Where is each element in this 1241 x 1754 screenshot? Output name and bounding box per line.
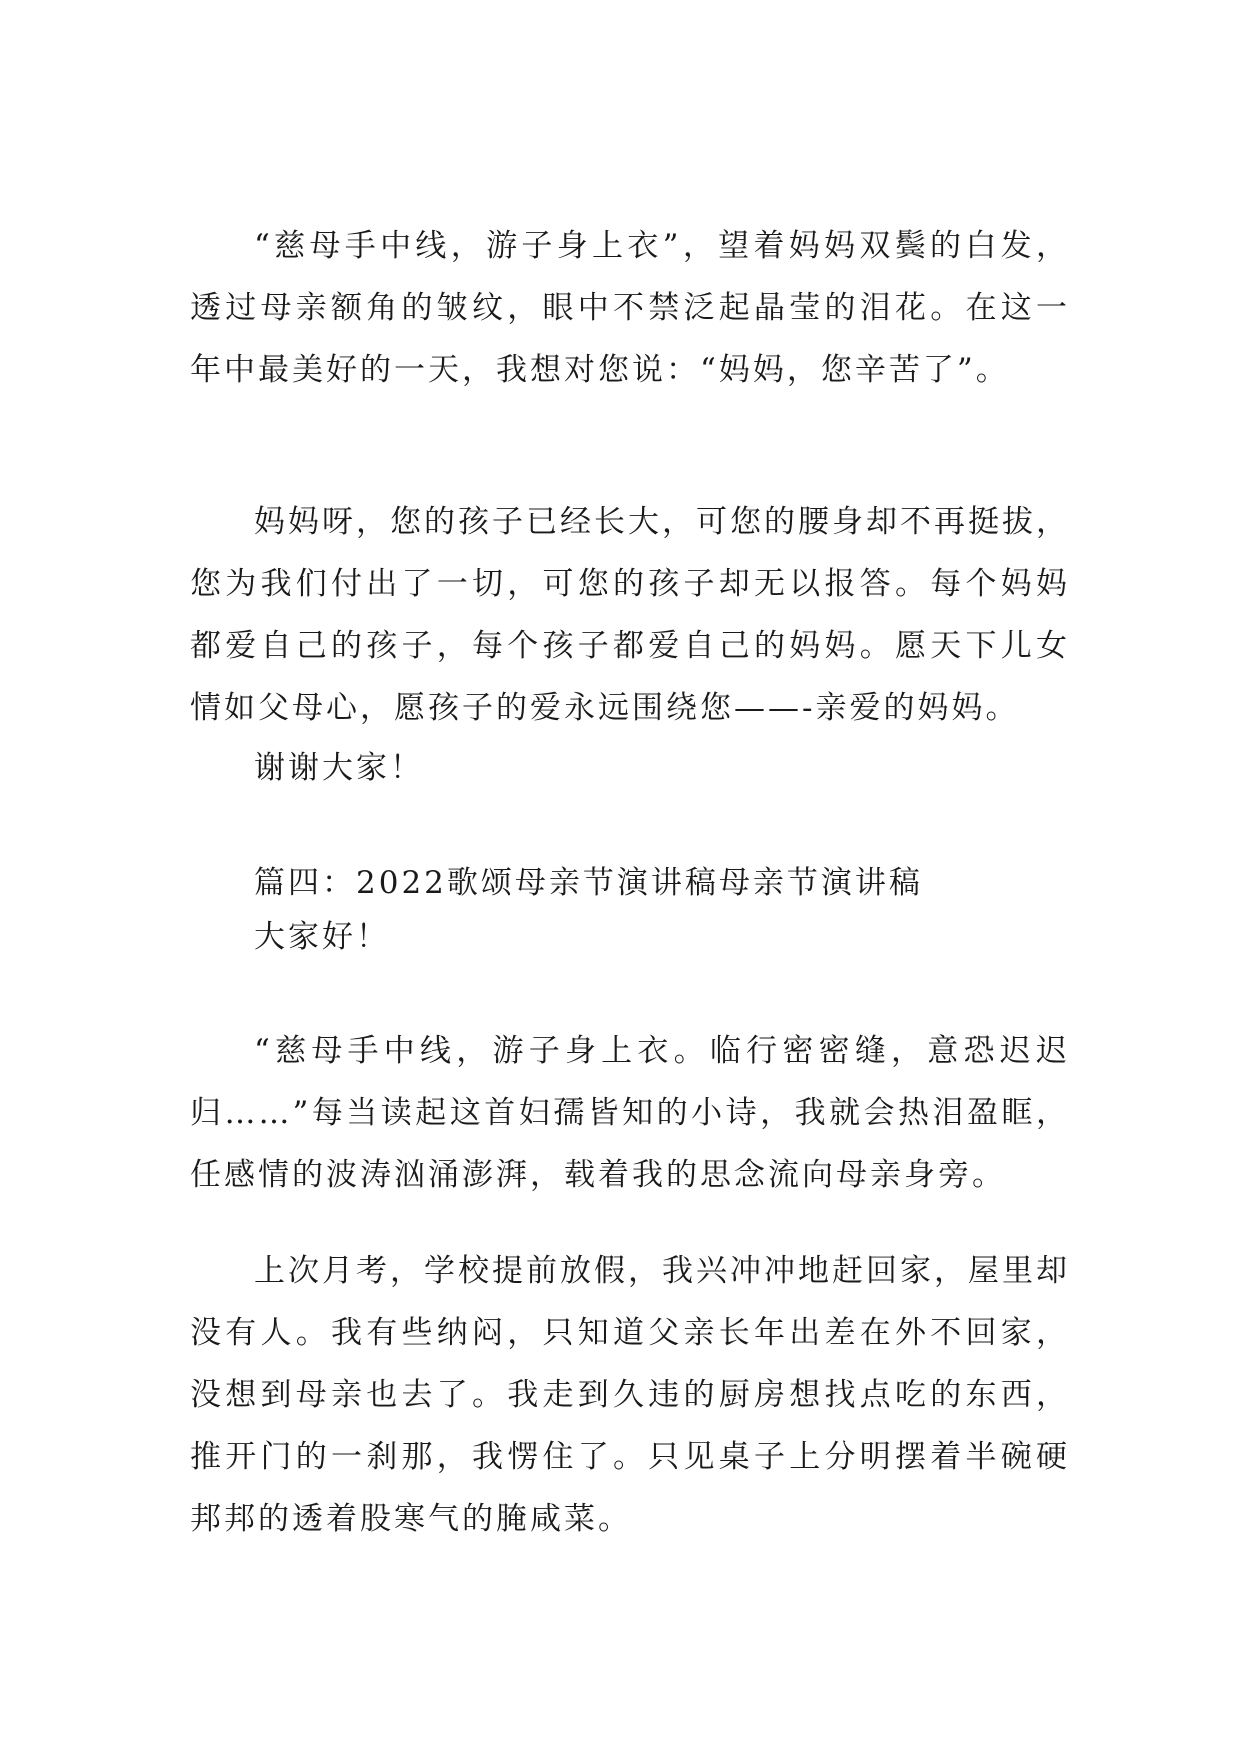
closing-thanks: 谢谢大家！: [254, 750, 424, 786]
paragraph-poem-memory: “慈母手中线，游子身上衣。临行密密缝，意恐迟迟归……”每当读起这首妇孺皆知的小诗，我就会热泪盈眶，任感情的波涛汹涌澎湃，载着我的思念流向母亲身旁。: [190, 1033, 1070, 1193]
greeting: 大家好！: [254, 919, 390, 955]
section-heading: 篇四：2022歌颂母亲节演讲稿母亲节演讲稿: [254, 865, 923, 901]
paragraph-children-love: 妈妈呀，您的孩子已经长大，可您的腰身却不再挺拔，您为我们付出了一切，可您的孩子却无以报答。每个妈妈都爱自己的孩子，每个孩子都爱自己的妈妈。愿天下儿女情如父母心，愿孩子的爱永远围绕您——-亲爱的妈妈。: [190, 504, 1070, 726]
paragraph-mother-thanks: “慈母手中线，游子身上衣”，望着妈妈双鬓的白发，透过母亲额角的皱纹，眼中不禁泛起晶莹的泪花。在这一年中最美好的一天，我想对您说：“妈妈，您辛苦了”。: [190, 228, 1070, 388]
paragraph-exam-story: 上次月考，学校提前放假，我兴冲冲地赶回家，屋里却没有人。我有些纳闷，只知道父亲长年出差在外不回家，没想到母亲也去了。我走到久违的厨房想找点吃的东西，推开门的一刹那，我愣住了。只见桌子上分明摆着半碗硬邦邦的透着股寒气的腌咸菜。: [190, 1253, 1070, 1537]
